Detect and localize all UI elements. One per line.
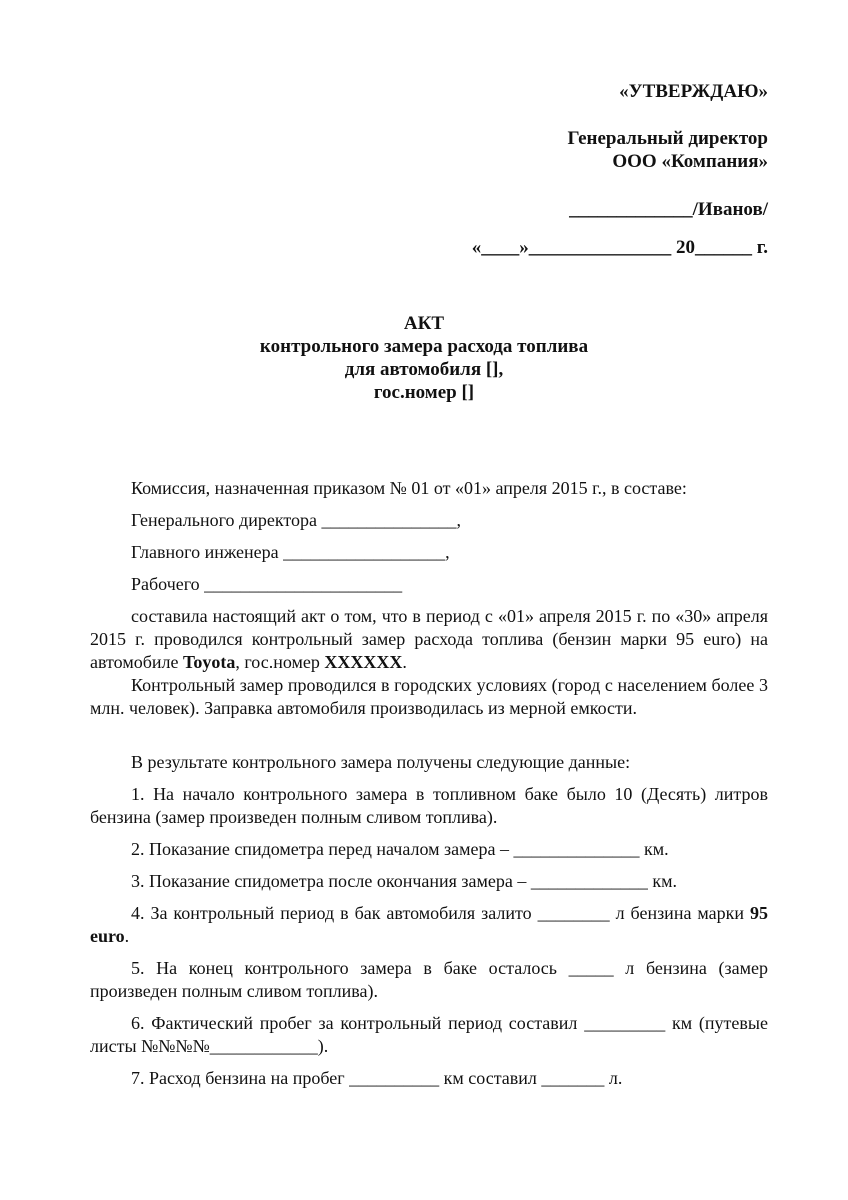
document-body: [90, 477, 768, 1090]
result-item-3: 3. Показание спидометра после окончания замера – _____________ км.: [131, 871, 678, 891]
approval-block: [472, 80, 768, 259]
title-line-1: контрольного замера расхода топлива: [259, 336, 589, 357]
commission-member-worker: Рабочего ______________________: [131, 574, 403, 594]
result-item-4-end: .: [124, 926, 130, 946]
title-heading: АКТ: [403, 313, 445, 334]
title-line-3: [0, 381, 848, 404]
result-item-4-text: 4. За контрольный период в бак автомобиля залито ________ л бензина марки: [131, 903, 750, 923]
result-item-5: 5. На конец контрольного замера в баке осталось _____ л бензина (замер произведен полным сливом топлива).: [90, 958, 768, 1001]
title-line-2: для автомобиля [],: [344, 359, 504, 380]
signature-line: _____________/Иванов/: [569, 199, 768, 220]
conditions-text: Контрольный замер проводился в городских условиях (город с населением более 3 млн. человек). Заправка автомобиля производилась из мерной емкости.: [90, 675, 768, 718]
approval-stamp: «УТВЕРЖДАЮ»: [619, 81, 768, 102]
statement-block: [0, 605, 768, 720]
commission-member-engineer: Главного инженера __________________,: [131, 542, 450, 562]
approval-date-line: «____»_______________ 20______ г.: [471, 237, 768, 258]
approver-role: Генеральный директор: [567, 128, 768, 149]
statement-part-2: , гос.номер: [235, 652, 325, 672]
car-plate: XXXXXX: [324, 652, 403, 672]
car-model: Toyota: [182, 652, 236, 672]
result-item-6: 6. Фактический пробег за контрольный период составил _________ км (путевые листы №№№№____________).: [90, 1013, 768, 1056]
result-item-7: 7. Расход бензина на пробег __________ км составил _______ л.: [131, 1068, 623, 1088]
statement-text: [90, 605, 768, 674]
results-intro: В результате контрольного замера получены следующие данные:: [131, 752, 631, 772]
document-title: [0, 312, 848, 404]
result-item-4: [90, 902, 768, 948]
commission-member-director: Генерального директора _______________,: [131, 510, 461, 530]
plate-field: []: [461, 382, 475, 403]
statement-part-1: составила настоящий акт о том, что в период с «01» апреля 2015 г. по «30» апреля 2015 г. проводился контрольный замер расхода топлива (бензин марки 95 euro) на автомобиле: [90, 606, 768, 672]
result-item-2: 2. Показание спидометра перед началом замера – ______________ км.: [131, 839, 669, 859]
plate-label: гос.номер: [373, 382, 462, 403]
fuel-grade: 95 euro: [90, 903, 768, 946]
commission-intro: Комиссия, назначенная приказом № 01 от «01» апреля 2015 г., в составе:: [131, 478, 687, 498]
approver-organization: ООО «Компания»: [612, 151, 768, 172]
statement-part-3: .: [402, 652, 407, 672]
result-item-1: 1. На начало контрольного замера в топливном баке было 10 (Десять) литров бензина (замер произведен полным сливом топлива).: [90, 784, 768, 827]
results-list: [0, 783, 768, 1090]
